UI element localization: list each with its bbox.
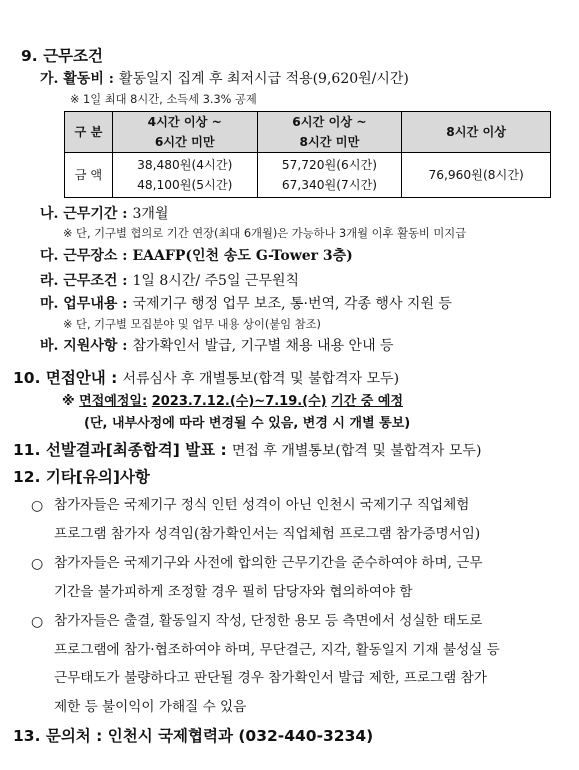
item-e-label: 마. 업무내용 :	[40, 296, 128, 312]
interview-schedule	[62, 390, 403, 409]
section-12-heading: 12. 기타[유의]사항	[13, 468, 150, 486]
section-10	[13, 366, 399, 388]
pay-table-row	[65, 153, 551, 198]
paragraph-line: 근무태도가 불량하다고 판단될 경우 참가확인서 발급 제한, 프로그램 참가	[54, 670, 487, 686]
item-b-label: 나. 근무기간 :	[40, 206, 128, 222]
section-11-text: 면접 후 개별통보(합격 및 불합격자 모두)	[231, 443, 482, 459]
pay-table-cell-text: 57,720원(6시간) 67,340원(7시간)	[281, 158, 378, 192]
bullet-circle: ○	[31, 614, 44, 630]
pay-table-header-row	[65, 112, 551, 153]
paragraph-line: 참가자들은 출결, 활동일지 작성, 단정한 용모 등 측면에서 성실한 태도로	[54, 613, 483, 629]
pay-table-header-cell: 구 분	[65, 112, 113, 153]
item-f-support	[40, 335, 394, 355]
paragraph-line: 기간을 불가피하게 조정할 경우 필히 담당자와 협의하여야 함	[54, 583, 413, 600]
section-11-heading: 11. 선발결과[최종합격] 발표 :	[13, 441, 227, 459]
item-d-conditions	[40, 270, 299, 290]
pay-table-header-cell	[257, 112, 402, 153]
schedule-date: 2023.7.12.(수)~7.19.(수)	[151, 394, 327, 409]
item-e-note: ※ 단, 기구별 모집분야 및 업무 내용 상이(붙임 참조)	[63, 318, 321, 331]
pay-table-header-text: 6시간 이상 ~ 8시간 미만	[292, 115, 367, 149]
pay-table-header-cell	[112, 112, 257, 153]
paragraph-line: 참가자들은 국제기구와 사전에 합의한 근무기간을 준수하여야 하며, 근무	[54, 555, 483, 571]
pay-table-cell	[112, 153, 257, 198]
item-e-text: 국제기구 행정 업무 보조, 통·번역, 각종 행사 지원 등	[132, 296, 452, 312]
item-c-label: 다. 근무장소 :	[40, 248, 128, 264]
pay-table-cell: 76,960원(8시간)	[402, 153, 551, 198]
item-a-label: 가. 활동비 :	[40, 71, 114, 87]
pay-table-cell	[257, 153, 402, 198]
item-a-text: 활동일지 집계 후 최저시급 적용(9,620원/시간)	[118, 71, 409, 87]
notice-paragraph-3	[54, 607, 559, 721]
item-b-note: ※ 단, 기구별 협의로 기간 연장(최대 6개월)은 가능하나 3개월 이후 활동비 미지급	[63, 227, 467, 240]
schedule-label: 면접예정일:	[79, 394, 148, 409]
bullet-circle: ○	[31, 498, 44, 514]
item-e-duties	[40, 293, 452, 313]
item-d-label: 라. 근무조건 :	[40, 273, 128, 289]
pay-table-header-text: 4시간 이상 ~ 6시간 미만	[147, 115, 222, 149]
section-10-heading: 10. 면접안내 :	[13, 369, 118, 387]
paragraph-line: 참가자들은 국제기구 정식 인턴 성격이 아닌 인천시 국제기구 직업체험	[54, 497, 470, 513]
paragraph-line: 프로그램에 참가·협조하여야 하며, 무단결근, 지각, 활동일지 기재 불성실 등	[54, 641, 500, 658]
item-d-text: 1일 8시간/ 주5일 근무원칙	[132, 273, 300, 289]
schedule-tail: 기간 중 예정	[331, 394, 403, 409]
notice-paragraph-2	[54, 549, 559, 606]
item-a-note: ※ 1일 최대 8시간, 소득세 3.3% 공제	[70, 93, 257, 106]
paragraph-line: 제한 등 불이익이 가해질 수 있음	[54, 698, 247, 715]
section-9-heading: 9. 근무조건	[21, 47, 103, 65]
pay-table	[64, 111, 551, 198]
item-a-activity-fee	[40, 68, 409, 88]
bullet-circle: ○	[31, 556, 44, 572]
pay-table-cell-text: 38,480원(4시간) 48,100원(5시간)	[137, 158, 233, 192]
section-10-text: 서류심사 후 개별통보(합격 및 불합격자 모두)	[122, 371, 400, 387]
item-c-text: EAAFP(인천 송도 G-Tower 3층)	[132, 248, 353, 264]
item-f-label: 바. 지원사항 :	[40, 338, 128, 354]
notice-paragraph-1	[54, 491, 559, 548]
item-f-text: 참가확인서 발급, 기구별 채용 내용 안내 등	[132, 338, 394, 354]
paragraph-line: 프로그램 참가자 성격임(참가확인서는 직업체험 프로그램 참가증명서임)	[54, 525, 481, 542]
item-c-location	[40, 245, 353, 265]
star-mark: ※	[62, 394, 75, 409]
item-b-period	[40, 203, 168, 223]
item-b-text: 3개월	[132, 206, 169, 222]
schedule-note: (단, 내부사정에 따라 변경될 수 있음, 변경 시 개별 통보)	[84, 416, 411, 431]
section-11	[13, 438, 481, 460]
pay-table-row-label: 금 액	[65, 153, 113, 198]
pay-table-header-cell: 8시간 이상	[402, 112, 551, 153]
section-13-heading: 13. 문의처 : 인천시 국제협력과 (032-440-3234)	[13, 727, 374, 745]
